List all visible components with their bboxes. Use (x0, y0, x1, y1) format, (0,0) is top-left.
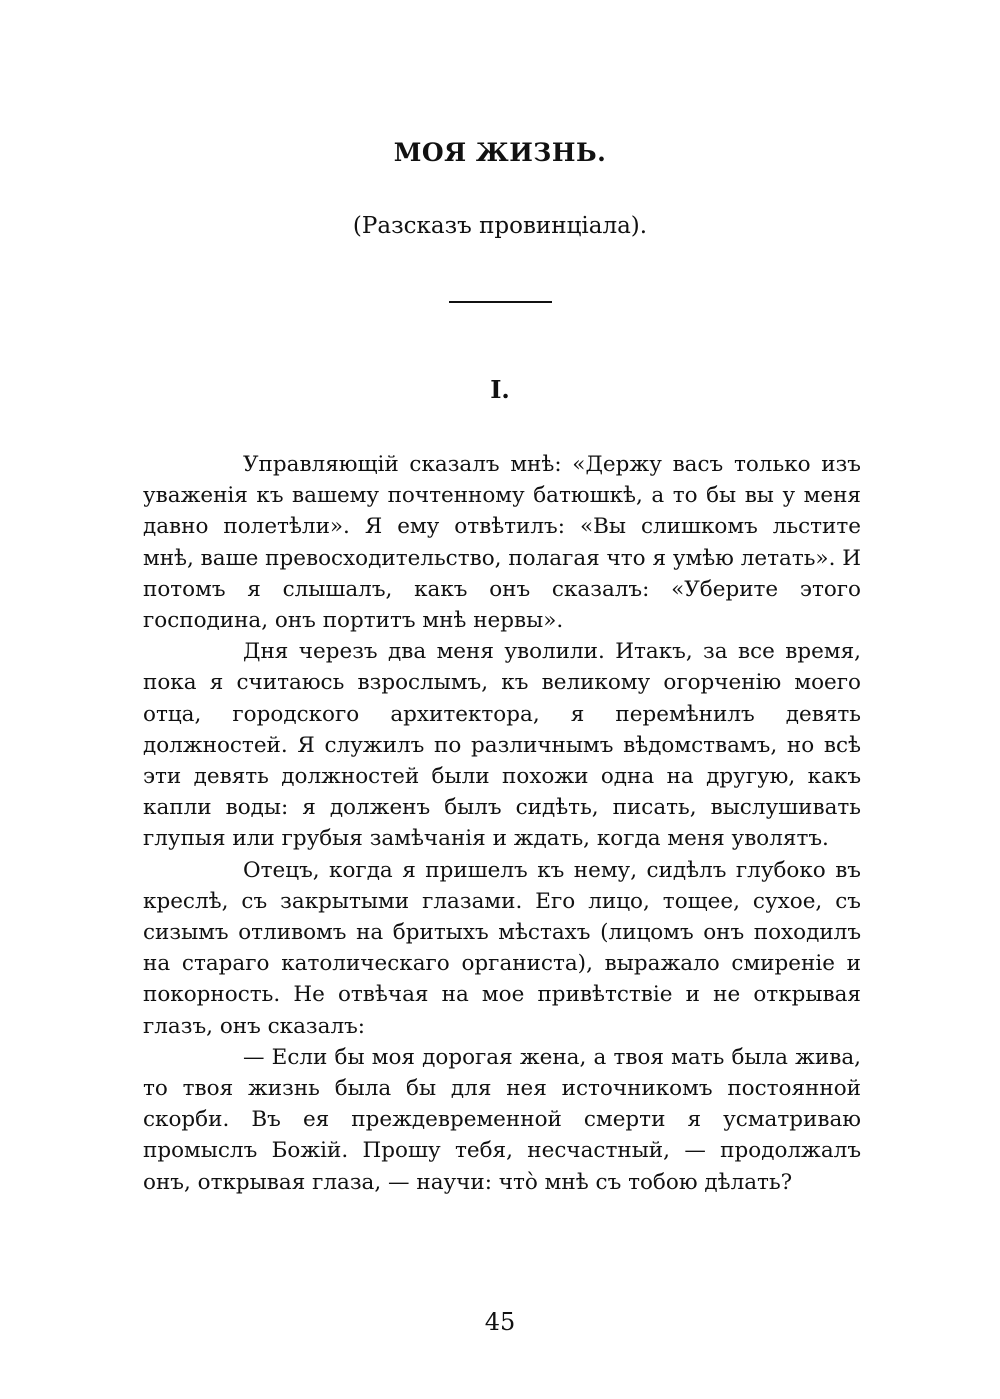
paragraph-1: Управляющій сказалъ мнѣ: «Держу васъ только изъ уваженія къ вашему почтенному батюшкѣ, а то бы вы у меня давно полетѣли». Я ему отвѣтилъ: «Вы слишкомъ льстите мнѣ, ваше превосходительство, полагая что я умѣю летать». И потомъ я слышалъ, какъ онъ сказалъ: «Уберите этого господина, онъ портитъ мнѣ нервы». (143, 452, 862, 634)
title-divider (449, 301, 552, 303)
story-title: МОЯ ЖИЗНЬ. (393, 138, 607, 167)
paragraph-2: Дня черезъ два меня уволили. Итакъ, за все время, пока я считаюсь взрослымъ, къ великому огорченію моего отца, городского архитектора, я перемѣнилъ девять должностей. Я служилъ по различнымъ вѣдомствамъ, но всѣ эти девять должностей были похожи одна на другую, какъ капли воды: я долженъ былъ сидѣть, писать, выслушивать глупыя или грубыя замѣчанія и ждать, когда меня уволятъ. (143, 639, 861, 852)
paragraph-4: — Если бы моя дорогая жена, а твоя мать была жива, то твоя жизнь была бы для нея источникомъ постоянной скорби. Въ ея преждевременной смерти я усматриваю промыслъ Божій. Прошу тебя, несчастный, — продолжалъ онъ, открывая глаза, — научи: что̀ мнѣ съ тобою дѣлать? (143, 1044, 861, 1195)
body-text (143, 449, 861, 1198)
chapter-heading: I. (490, 375, 510, 404)
paragraph-3: Отецъ, когда я пришелъ къ нему, сидѣлъ глубоко въ креслѣ, съ закрытыми глазами. Его лицо, тощее, сухое, съ сизымъ отливомъ на бритыхъ мѣстахъ (лицомъ онъ походилъ на стараго католическаго органиста), выражало смиреніе и покорность. Не отвѣчая на мое привѣтствіе и не открывая глазъ, онъ сказалъ: (143, 857, 861, 1039)
page-number: 45 (484, 1308, 516, 1336)
story-subtitle: (Разсказъ провинціала). (352, 213, 648, 239)
